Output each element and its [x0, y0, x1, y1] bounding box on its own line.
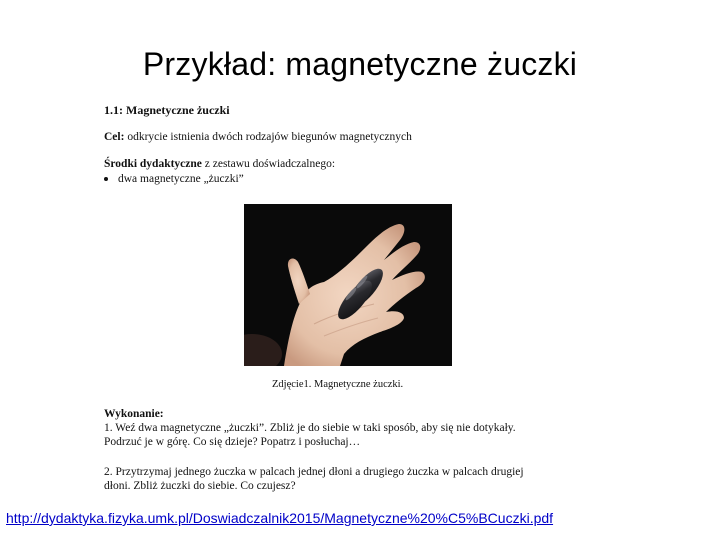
- slide-title: Przykład: magnetyczne żuczki: [142, 46, 578, 82]
- resources-list-item: [104, 173, 244, 185]
- procedure-heading: Wykonanie:: [104, 408, 164, 420]
- hand-holding-magnets-photo: [244, 204, 452, 366]
- step-line: dłoni. Zbliż żuczki do siebie. Co czujesz?: [104, 480, 296, 492]
- goal-text: odkrycie istnienia dwóch rodzajów biegunów magnetycznych: [124, 131, 412, 143]
- embedded-document: [100, 100, 620, 500]
- resources-text: z zestawu doświadczalnego:: [201, 158, 336, 170]
- goal-line: [104, 131, 412, 143]
- step-line: 2. Przytrzymaj jednego żuczka w palcach jednej dłoni a drugiego żuczka w palcach drugiej: [104, 466, 524, 478]
- source-url-link[interactable]: http://dydaktyka.fizyka.umk.pl/Doswiadczalnik2015/Magnetyczne%20%C5%BCuczki.pdf: [6, 510, 554, 526]
- resources-item-label: dwa magnetyczne „żuczki”: [118, 173, 244, 185]
- photo-graphic: [244, 204, 452, 366]
- step-line: Podrzuć je w górę. Co się dzieje? Popatrz i posłuchaj…: [104, 436, 361, 448]
- goal-label: Cel:: [104, 131, 125, 143]
- resources-label: Środki dydaktyczne: [104, 158, 202, 170]
- step-line: 1. Weź dwa magnetyczne „żuczki”. Zbliż je do siebie w taki sposób, aby się nie dotykały.: [104, 422, 516, 434]
- resources-line: [104, 158, 335, 170]
- section-title: 1.1: Magnetyczne żuczki: [104, 103, 230, 117]
- photo-caption: Zdjęcie1. Magnetyczne żuczki.: [272, 379, 404, 390]
- bullet-icon: [104, 177, 108, 181]
